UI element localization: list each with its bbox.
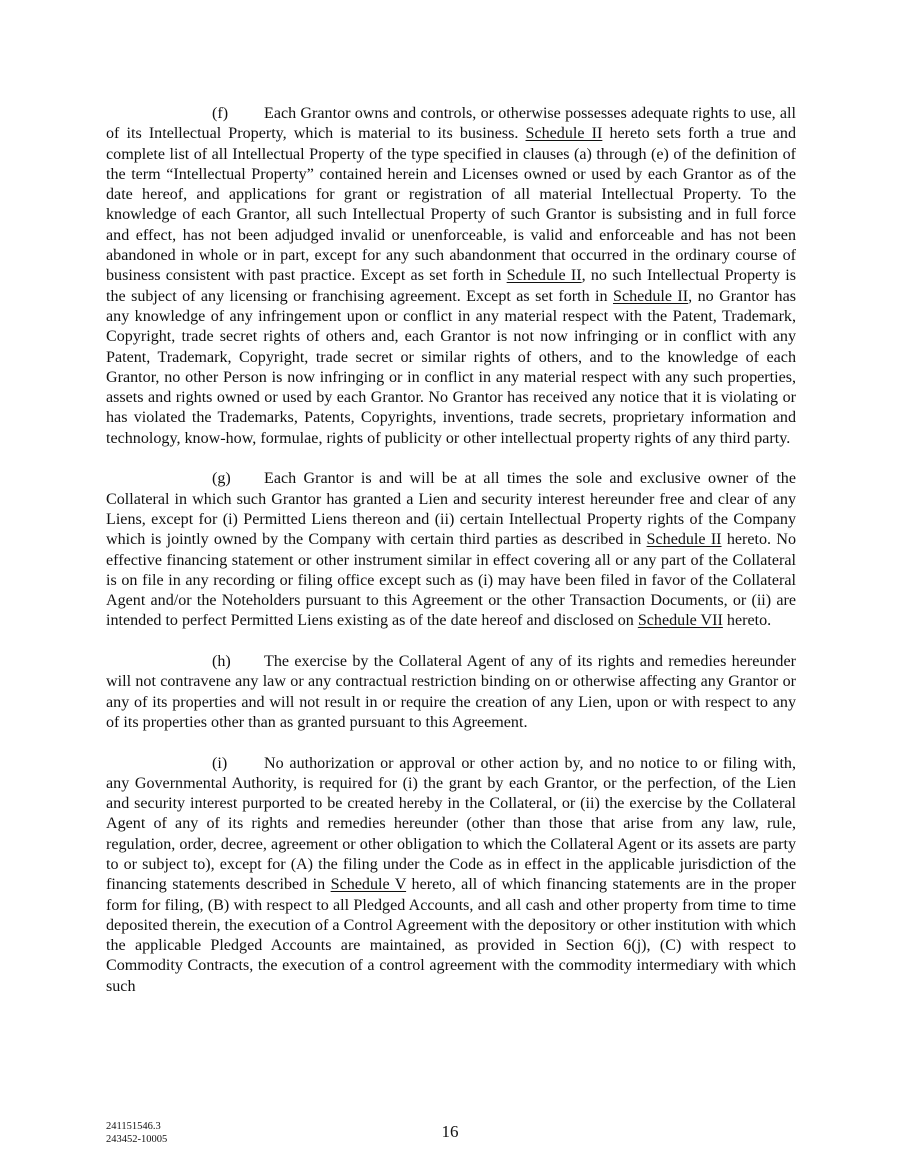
- paragraph-f: [106, 104, 796, 449]
- schedule-reference: Schedule VII: [637, 612, 723, 630]
- paragraph-g: [106, 469, 796, 631]
- paragraph-label: (i): [212, 754, 228, 772]
- paragraph-h: [106, 652, 796, 733]
- paragraph-text: hereto.: [722, 612, 772, 630]
- paragraph-text: , no such Intellectual Property is the subject of any licensing or franchising agreement. Except as set forth in: [106, 267, 797, 305]
- paragraph-i: [106, 754, 796, 998]
- doc-id-secondary: 243452-10005: [106, 1133, 168, 1145]
- document-body: [106, 104, 796, 1017]
- doc-id-primary: 241151546.3: [106, 1121, 161, 1132]
- paragraph-label: (h): [212, 653, 231, 671]
- page-number: 16: [441, 1122, 459, 1141]
- paragraph-text: hereto sets forth a true and complete list of all Intellectual Property of the type specified in clauses (a) through (e) of the definition of the term “Intellectual Property” contained herein and Licenses owned or used by each Grantor as of the date hereof, and applications for grant or registration of all material Intellectual Property. To the knowledge of each Grantor, all such Intellectual Property of such Grantor is subsisting and in full force and effect, has not been adjudged invalid or unenforceable, is valid and enforceable and has not been abandoned in whole or in part, except for any such abandonment that occurred in the ordinary course of business consistent with past practice. Except as set forth in: [106, 125, 797, 285]
- paragraph-text: The exercise by the Collateral Agent of any of its rights and remedies hereunder will not contravene any law or any contractual restriction binding on or otherwise affecting any Grantor or any of its properties and will not result in or require the creation of any Lien, upon or with respect to any of its properties other than as granted pursuant to this Agreement.: [106, 653, 796, 731]
- schedule-reference: Schedule II: [613, 287, 689, 305]
- schedule-reference: Schedule II: [506, 267, 582, 285]
- schedule-reference: Schedule II: [525, 125, 603, 143]
- paragraph-text: No authorization or approval or other action by, and no notice to or filing with, any Governmental Authority, is required for (i) the grant by each Grantor, or the perfection, of the Lien and security interest purported to be created hereby in the Collateral, or (ii) the exercise by the Collateral Agent of any of its rights and remedies hereunder (other than those that arise from any law, rule, regulation, order, decree, agreement or other obligation to which the Collateral Agent or its assets are party to or subject to), except for (A) the filing under the Code as in effect in the applicable jurisdiction of the financing statements described in: [106, 754, 796, 894]
- paragraph-text: hereto, all of which financing statements are in the proper form for filing, (B) with respect to all Pledged Accounts, and all cash and other property from time to time deposited therein, the execution of a Control Agreement with the depository or other institution with which the applicable Pledged Accounts are maintained, as provided in Section 6(j), (C) with respect to Commodity Contracts, the execution of a control agreement with the commodity intermediary with which such: [106, 876, 796, 995]
- paragraph-text: Each Grantor owns and controls, or otherwise possesses adequate rights to use, all of its Intellectual Property, which is material to its business.: [106, 105, 796, 143]
- paragraph-text: Each Grantor is and will be at all times the sole and exclusive owner of the Collateral in which such Grantor has granted a Lien and security interest hereunder free and clear of any Liens, except for (i) Permitted Liens thereon and (ii) certain Intellectual Property rights of the Company which is jointly owned by the Company with certain third parties as described in: [106, 470, 796, 549]
- paragraph-text: , no Grantor has any knowledge of any infringement upon or conflict in any material respect with the Patent, Trademark, Copyright, trade secret rights of others and, each Grantor is not now infringing or in conflict with any Patent, Trademark, Copyright, trade secret or similar rights of others, and to the knowledge of each Grantor, no other Person is now infringing or in conflict in any material respect with any such properties, assets and rights owned or used by each Grantor. No Grantor has received any notice that it is violating or has violated the Trademarks, Patents, Copyrights, inventions, trade secrets, proprietary information and technology, know-how, formulae, rights of publicity or other intellectual property rights of any third party.: [106, 287, 796, 447]
- schedule-reference: Schedule V: [330, 876, 407, 894]
- paragraph-label: (g): [212, 470, 231, 488]
- paragraph-text: hereto. No effective financing statement or other instrument similar in effect covering all or any part of the Collateral is on file in any recording or filing office except such as (i) may have been filed in favor of the Collateral Agent and/or the Noteholders pursuant to this Agreement or the other Transaction Documents, or (ii) are intended to perfect Permitted Liens existing as of the date hereof and disclosed on: [106, 531, 797, 630]
- schedule-reference: Schedule II: [646, 531, 722, 549]
- paragraph-label: (f): [212, 105, 229, 122]
